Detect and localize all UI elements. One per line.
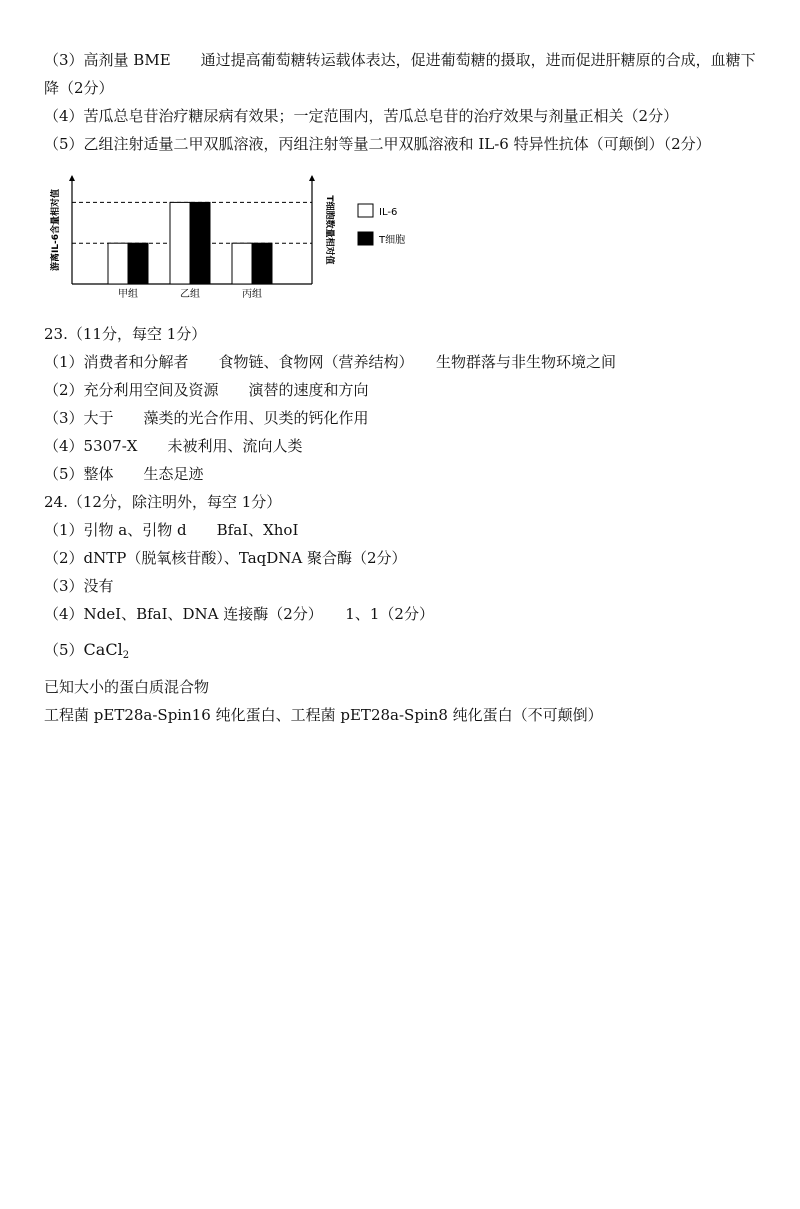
answer-line-24-5c: 工程菌 pET28a-Spin16 纯化蛋白、工程菌 pET28a-Spin8 纯化蛋白（不可颠倒） xyxy=(44,706,603,724)
answer-line-23-5: （5）整体 生态足迹 xyxy=(44,465,204,483)
answer-line-24-3: （3）没有 xyxy=(44,577,114,595)
legend-swatch xyxy=(358,204,373,217)
legend-swatch xyxy=(358,232,373,245)
answer-line-24-2: （2）dNTP（脱氧核苷酸）、TaqDNA 聚合酶（2分） xyxy=(44,549,407,567)
bar-tcell xyxy=(128,243,148,284)
answer-line-22-3a: （3）高剂量 BME 通过提高葡萄糖转运载体表达，促进葡萄糖的摄取，进而促进肝糖原的合成，血糖下 xyxy=(44,51,756,69)
answer-line-24-5b: 已知大小的蛋白质混合物 xyxy=(44,678,210,696)
answer-line-24-4: （4）NdeⅠ、BfaⅠ、DNA 连接酶（2分） 1、1（2分） xyxy=(44,605,434,623)
y-axis-left-arrow xyxy=(69,175,75,181)
x-tick-label: 丙组 xyxy=(242,289,262,300)
y-axis-left-label: 游离IL-6含量相对值 xyxy=(51,188,61,272)
bar-il6 xyxy=(170,202,190,284)
bar-chart xyxy=(44,170,424,310)
answer-line-22-5: （5）乙组注射适量二甲双胍溶液，丙组注射等量二甲双胍溶液和 IL-6 特异性抗体（可颠倒）（2分） xyxy=(44,135,711,153)
formula-subscript: 2 xyxy=(122,650,130,661)
answer-line-23-2: （2）充分利用空间及资源 演替的速度和方向 xyxy=(44,381,369,399)
answer-line-24-header: 24.（12分，除注明外，每空 1分） xyxy=(44,493,282,511)
bar-il6 xyxy=(232,243,252,284)
answer-line-22-4: （4）苦瓜总皂苷治疗糖尿病有效果；一定范围内，苦瓜总皂苷的治疗效果与剂量正相关（2分） xyxy=(44,107,679,125)
y-axis-right-label: T细胞数量相对值 xyxy=(324,195,334,265)
chart-plot-area xyxy=(49,175,405,300)
bar-il6 xyxy=(108,243,128,284)
y-axis-right-arrow xyxy=(309,175,315,181)
bar-tcell xyxy=(190,202,210,284)
legend-label: T细胞 xyxy=(379,235,406,246)
answer-line-23-1: （1）消费者和分解者 食物链、食物网（营养结构） 生物群落与非生物环境之间 xyxy=(44,353,617,371)
answer-line-24-1: （1）引物 a、引物 d BfaⅠ、XhoⅠ xyxy=(44,521,299,539)
bar-tcell xyxy=(252,243,272,284)
answer-line-23-header: 23.（11分，每空 1分） xyxy=(44,325,207,343)
answer-line-22-3b: 降（2分） xyxy=(44,79,114,97)
legend-label: IL-6 xyxy=(379,207,398,218)
answer-line-24-5 xyxy=(44,640,129,666)
answer-prefix: （5） xyxy=(44,641,84,659)
chemical-formula: CaCl xyxy=(83,640,123,659)
x-tick-label: 乙组 xyxy=(180,289,200,300)
answer-line-23-4: （4）5307-X 未被利用、流向人类 xyxy=(44,437,303,455)
answer-line-23-3: （3）大于 藻类的光合作用、贝类的钙化作用 xyxy=(44,409,369,427)
x-tick-label: 甲组 xyxy=(118,289,138,300)
